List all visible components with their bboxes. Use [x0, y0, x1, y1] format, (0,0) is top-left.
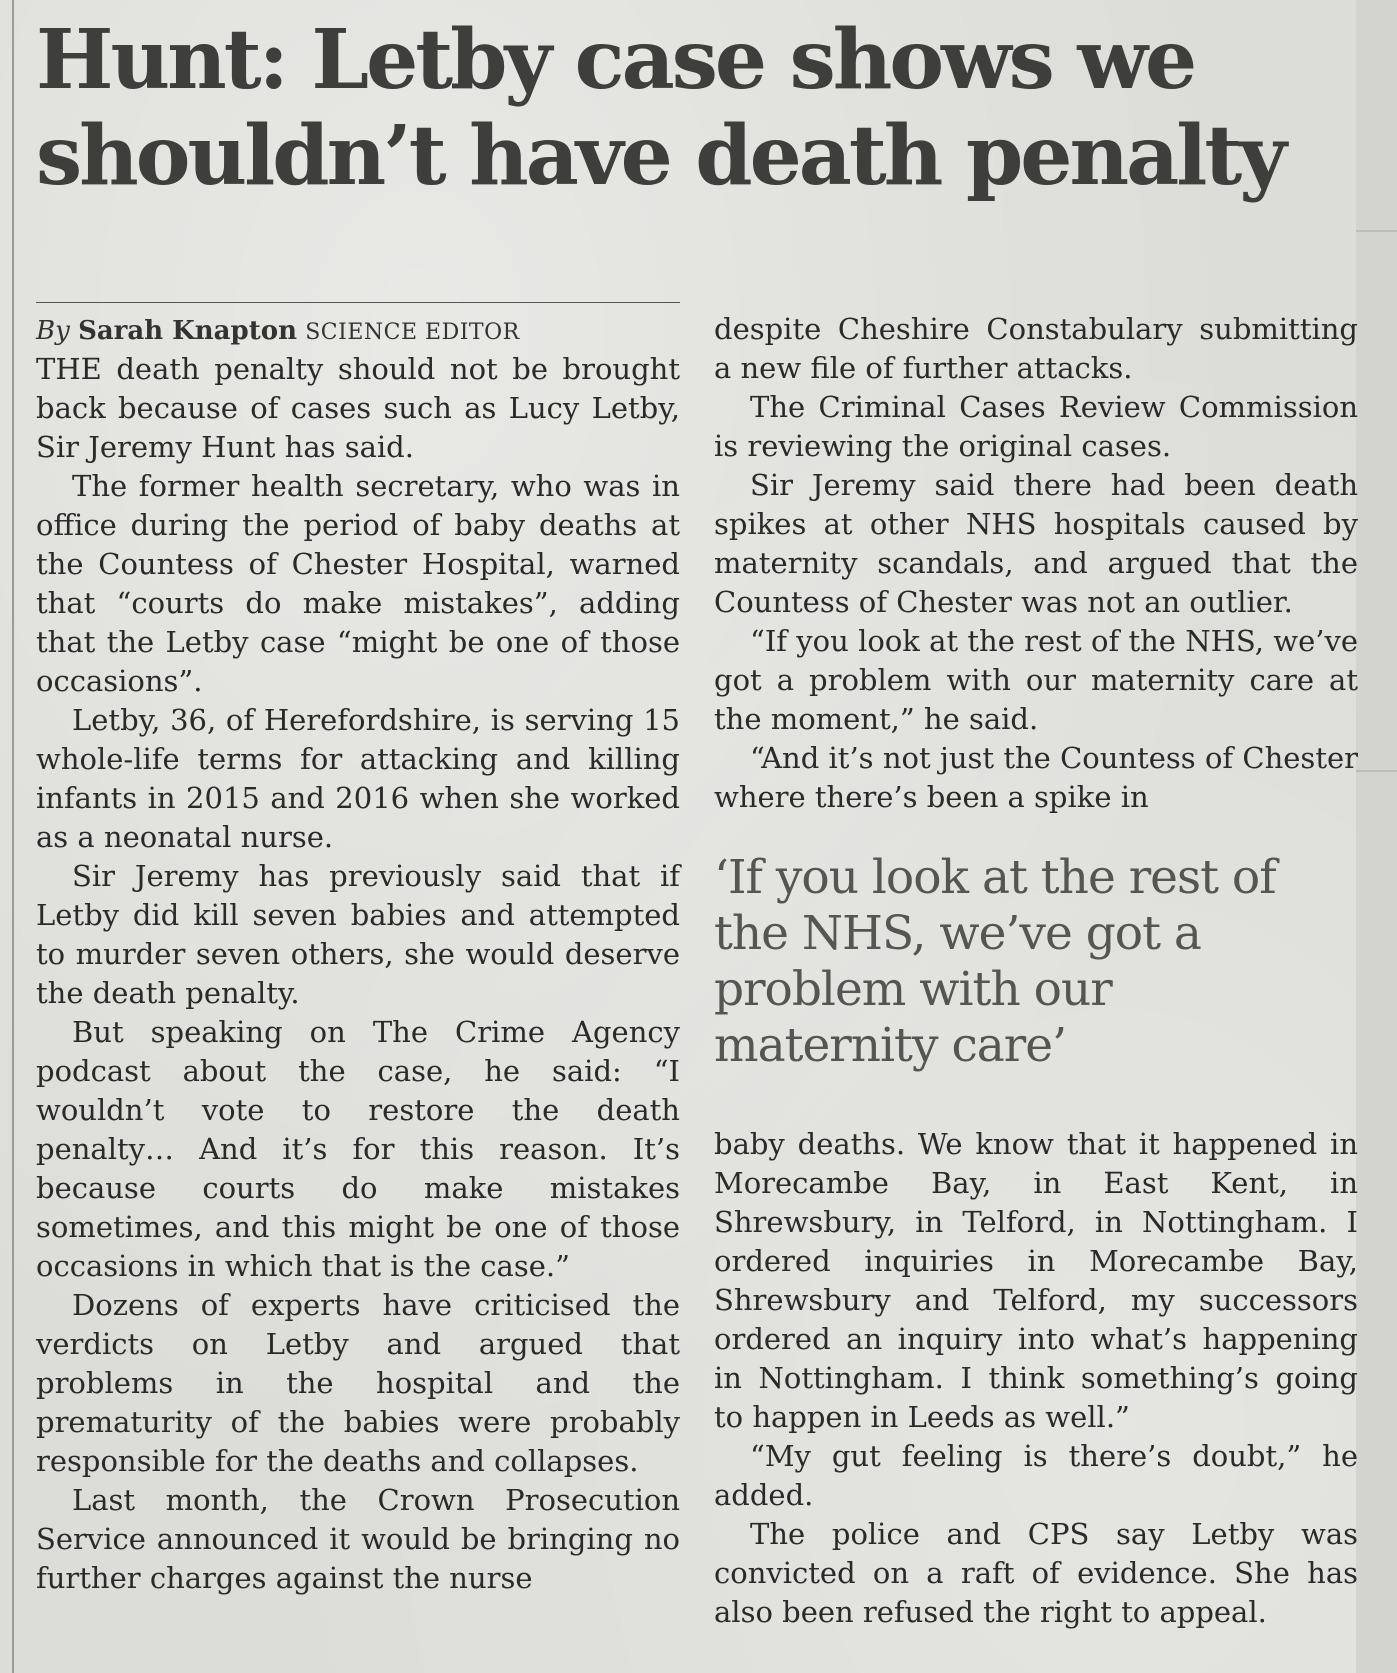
article-column-right-bottom — [714, 1125, 1358, 1632]
adjacent-article-edge — [1356, 0, 1397, 1673]
adjacent-rule — [1356, 770, 1397, 772]
paragraph: despite Cheshire Constabulary submitting a new file of further attacks. — [714, 312, 1358, 385]
article-headline: Hunt: Letby case shows we shouldn’t have death penalty — [36, 12, 1284, 204]
paragraph: “My gut feeling is there’s doubt,” he added. — [714, 1439, 1358, 1512]
author-name: Sarah Knapton — [78, 316, 297, 346]
paragraph: Letby, 36, of Herefordshire, is serving 15 whole-life terms for attacking and killing infants in 2015 and 2016 when she worked as a neonatal nurse. — [36, 703, 680, 854]
paragraph: But speaking on The Crime Agency podcast about the case, he said: “I wouldn’t vote to restore the death penalty… And it’s for this reason. It’s because courts do make mistakes sometimes, and this might be one of those occasions in which that is the case.” — [36, 1015, 680, 1283]
pull-quote: ‘If you look at the rest of the NHS, we’ve got a problem with our maternity care’ — [714, 850, 1276, 1073]
author-role: SCIENCE EDITOR — [305, 320, 520, 345]
paragraph: “And it’s not just the Countess of Chester where there’s been a spike in — [714, 741, 1358, 814]
paragraph: The police and CPS say Letby was convicted on a raft of evidence. She has also been refused the right to appeal. — [714, 1517, 1358, 1629]
article-column-left — [36, 350, 680, 1598]
paragraph: THE death penalty should not be brought back because of cases such as Lucy Letby, Sir Jeremy Hunt has said. — [36, 352, 680, 464]
paragraph: The Criminal Cases Review Commission is reviewing the original cases. — [714, 390, 1358, 463]
byline-prefix: By — [36, 316, 70, 346]
paragraph: Sir Jeremy said there had been death spikes at other NHS hospitals caused by maternity scandals, and argued that the Countess of Chester was not an outlier. — [714, 468, 1358, 619]
paragraph: The former health secretary, who was in office during the period of baby deaths at the Countess of Chester Hospital, warned that “courts do make mistakes”, adding that the Letby case “might be one of those occasions”. — [36, 469, 680, 698]
paragraph: Sir Jeremy has previously said that if Letby did kill seven babies and attempted to murder seven others, she would deserve the death penalty. — [36, 859, 680, 1010]
byline — [36, 314, 680, 350]
paragraph: Dozens of experts have criticised the verdicts on Letby and argued that problems in the hospital and the prematurity of the babies were probably responsible for the deaths and collapses. — [36, 1288, 680, 1478]
byline-divider — [36, 302, 680, 303]
adjacent-rule — [1356, 230, 1397, 232]
paragraph: “If you look at the rest of the NHS, we’ve got a problem with our maternity care at the moment,” he said. — [714, 624, 1358, 736]
paragraph: Last month, the Crown Prosecution Service announced it would be bringing no further charges against the nurse — [36, 1483, 680, 1595]
column-rule — [12, 0, 14, 1673]
article-column-right-top — [714, 310, 1358, 817]
paragraph: baby deaths. We know that it happened in Morecambe Bay, in East Kent, in Shrewsbury, in Telford, in Nottingham. I ordered inquiries in Morecambe Bay, Shrewsbury and Telford, my successors ordered an inquiry into what’s happening in Nottingham. I think something’s going to happen in Leeds as well.” — [714, 1127, 1358, 1434]
